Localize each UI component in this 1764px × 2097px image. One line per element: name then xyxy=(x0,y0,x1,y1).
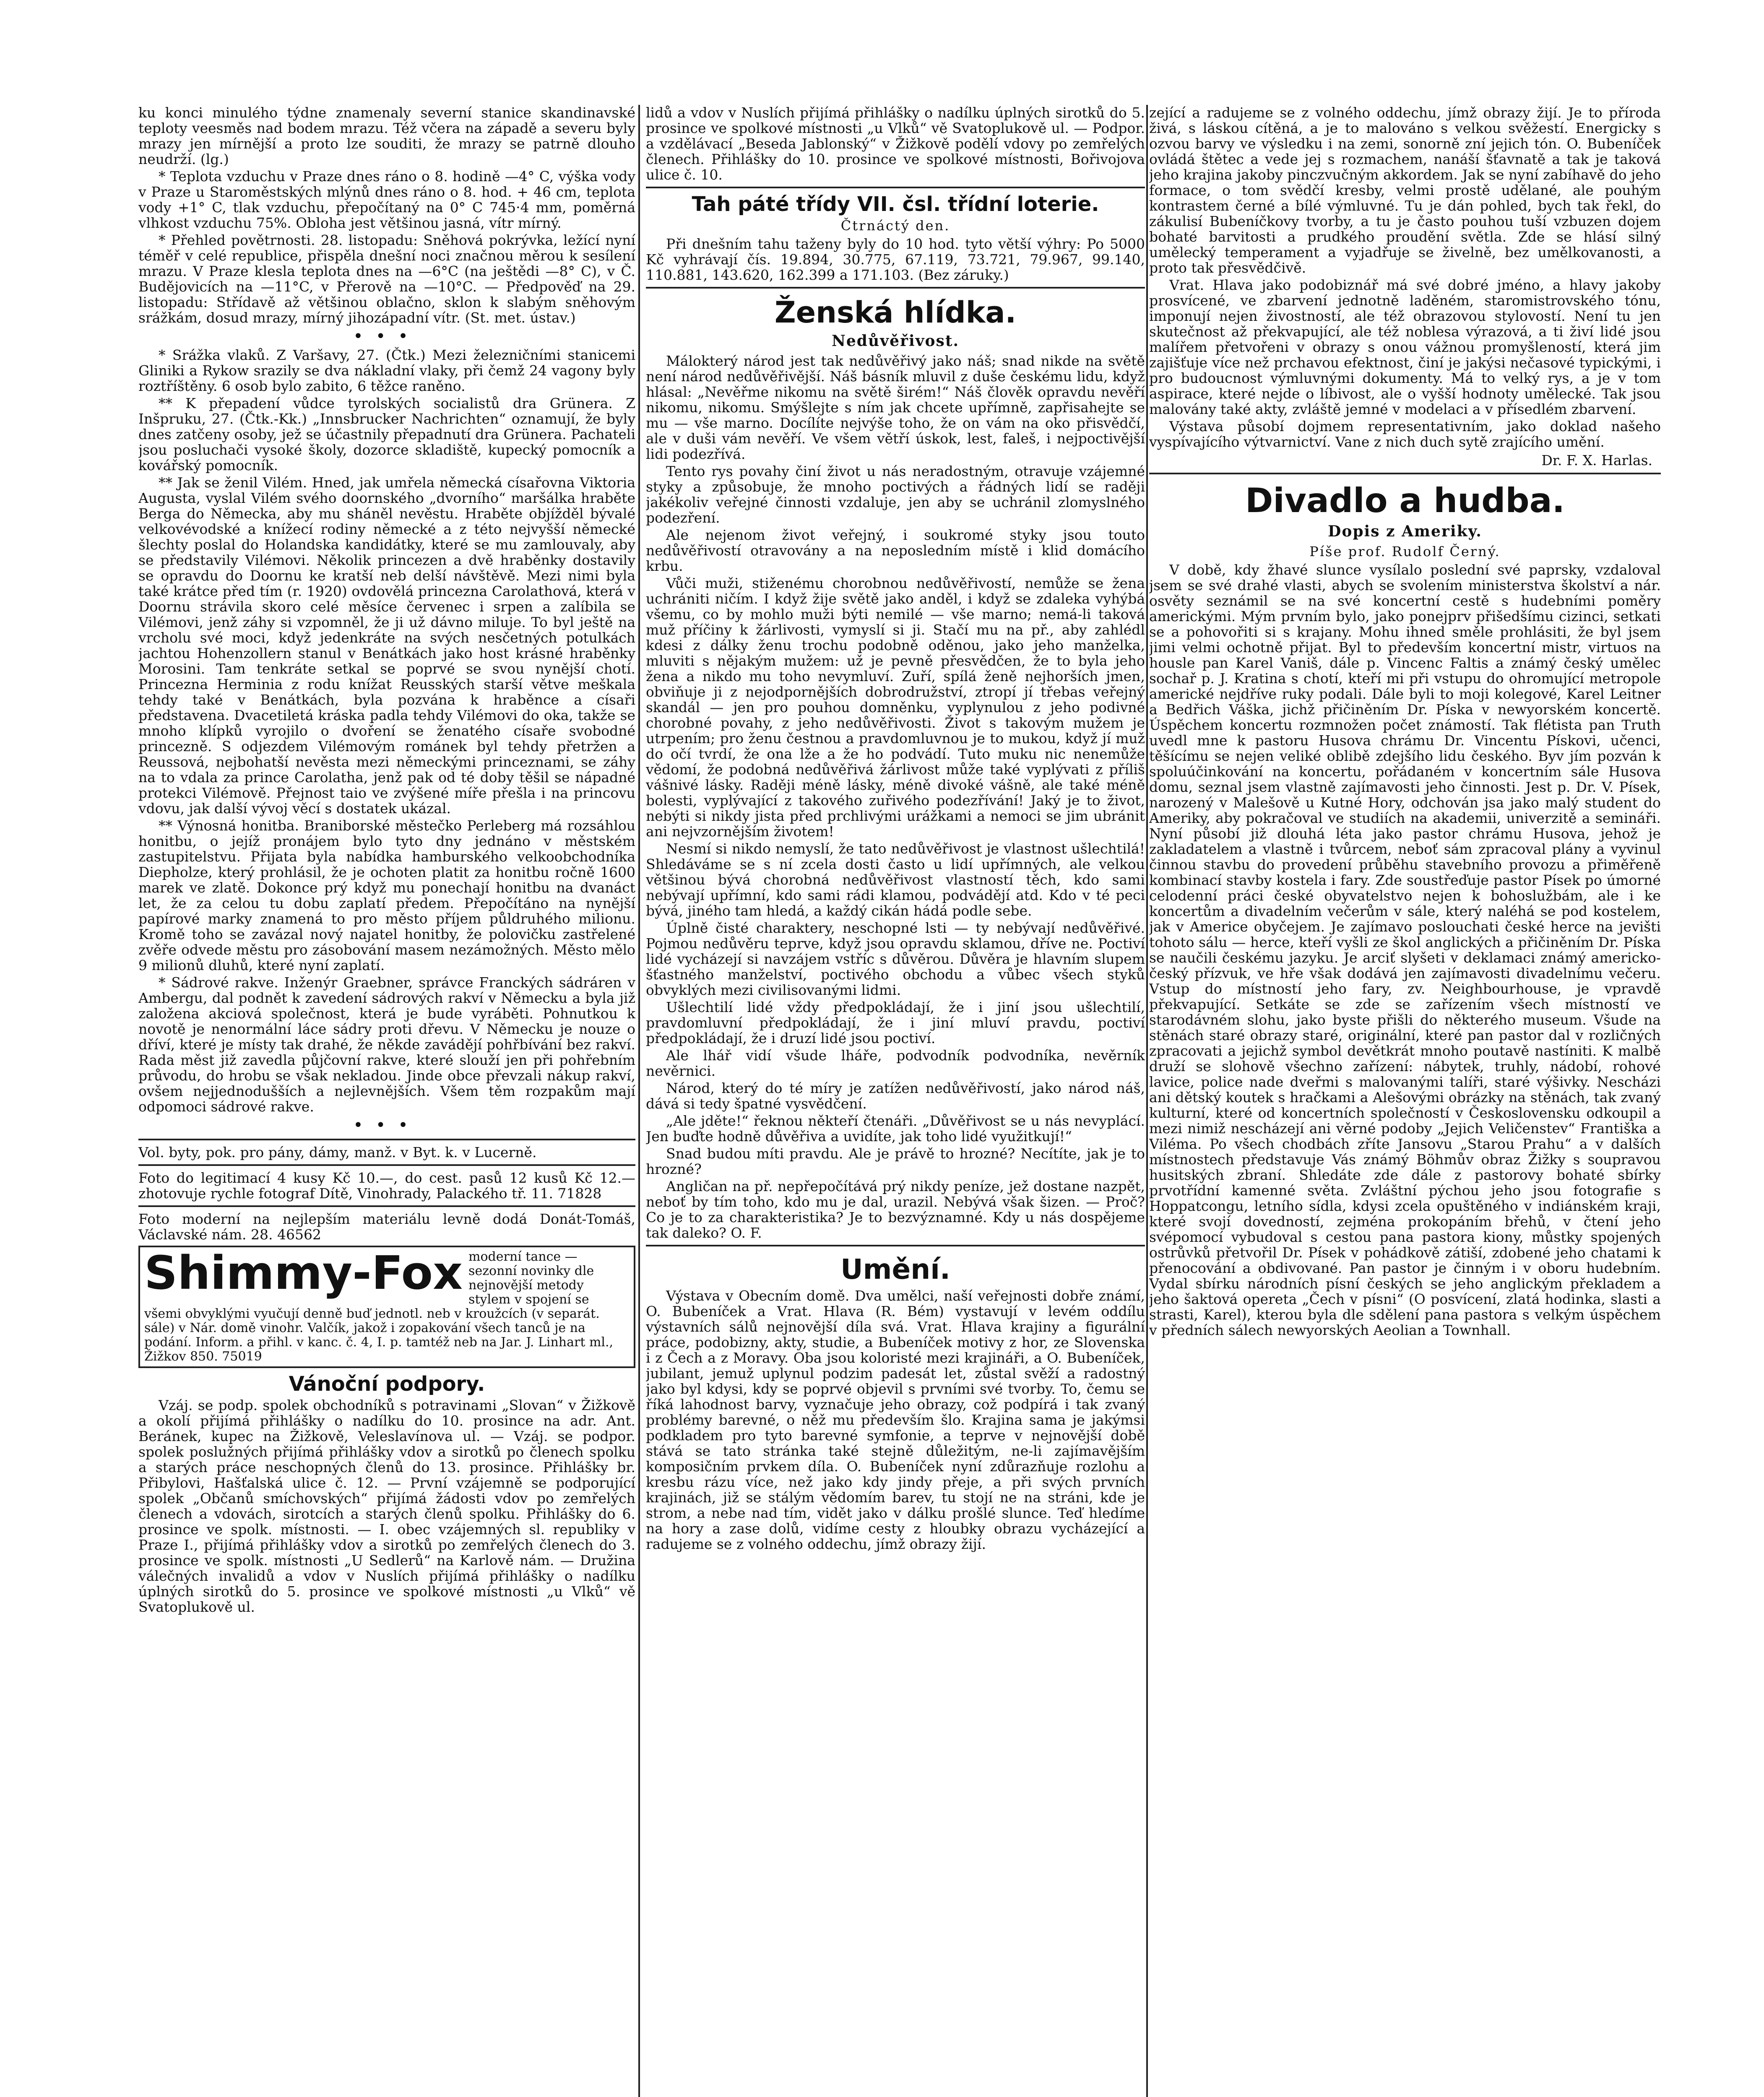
loterie-text: Při dnešním tahu taženy byly do 10 hod. tyto větší výhry: Po 5000 Kč vyhrávají čís. 19.894, 30.775, 67.119, 73.721, 79.967, 99.140, 110.881, 143.620, 162.399 a 171.103. (Bez záruky.) xyxy=(646,236,1145,283)
article-paragraph: Málokterý národ jest tak nedůvěřivý jako náš; snad nikde na světě není národ nedůvěřivější. Náš básník mluvil z duše českému lidu, když hlásal: „Nevěřme nikomu na světě širém!“ Náš člověk opravdu nevěří nikomu, nikomu. Smýšlejte s ním jak chcete upřímně, zapřisahejte se mu — vše marno. Docílíte nejvýše toho, že on vám na oko přisvědčí, ale v duši vám nevěří. Ve všem větří úskok, lest, faleš, i nejpoctivější lidi podezřívá. xyxy=(646,353,1145,462)
column-2 xyxy=(646,105,1145,2097)
article-paragraph: Tento rys povahy činí život u nás neradostným, otravuje vzájemné styky a způsobuje, že mnoho poctivých a řádných lidí se raději jakékoliv veřejné činnosti vzdaluje, jen aby se uchránil zlomyslného podezření. xyxy=(646,463,1145,526)
article-paragraph: Angličan na př. nepřepočítává prý nikdy peníze, jež dostane nazpět, neboť by tím toho, kdo mu je dal, urazil. Nebývá však šizen. — Proč? Co je to za charakteristika? Je to bezvýznamné. Kdy u nás dospějeme tak daleko? O. F. xyxy=(646,1178,1145,1241)
article-signature: Dr. F. X. Harlas. xyxy=(1541,452,1652,468)
news-paragraph: * Teplota vzduchu v Praze dnes ráno o 8. hodině —4° C, výška vody v Praze u Staroměstských mlýnů dnes ráno o 8. hod. + 46 cm, teplota vody +1° C, tlak vzduchu, přepočítaný na 0° C 745·4 mm, poměrná vlhkost vzduchu 75%. Obloha jest většinou jasná, vítr mírný. xyxy=(138,168,635,231)
zenska-hlidka-heading: Ženská hlídka. xyxy=(774,295,1017,330)
article-paragraph: Národ, který do té míry je zatížen nedůvěřivostí, jako národ náš, dává si tedy špatné vysvědčení. xyxy=(646,1080,1145,1112)
rule xyxy=(138,1164,635,1166)
loterie-heading: Tah páté třídy VII. čsl. třídní loterie. xyxy=(692,193,1099,216)
column-divider xyxy=(638,105,640,2097)
podpory-heading: Vánoční podpory. xyxy=(289,1372,485,1396)
article-paragraph: „Ale jděte!“ řeknou někteří čtenáři. „Důvěřivost se u nás nevyplácí. Jen buďte hodně důvěřiva a uvidíte, jak toho lidé využitkují!“ xyxy=(646,1113,1145,1145)
news-paragraph: lidů a vdov v Nuslích přijímá přihlášky o nadílku úplných sirotků do 5. prosince ve spolkové místnosti „u Vlků“ vě Svatoplukově ul. — Podpor. a vzdělávací „Beseda Jablonský“ v Žižkově podělí vdovy po zemřelých členech. Přihlášky do 10. prosince ve spolkové místnosti, Bořivojova ulice č. 10. xyxy=(646,105,1145,183)
loterie-subheading: Čtrnáctý den. xyxy=(840,218,950,234)
zenska-subheading: Nedůvěřivost. xyxy=(832,332,959,350)
news-paragraph: ** K přepadení vůdce tyrolských socialistů dra Grünera. Z Inšpruku, 27. (Čtk.-Kk.) „Innsbrucker Nachrichten“ oznamují, že byly dnes zatčeny osoby, jež se účastnily přepadnutí dra Grünera. Pachateli jsou posluchači vysoké školy, dozorce skladiště, kupecký pomocník a kovářský pomocník. xyxy=(138,395,635,474)
article-paragraph: Výstava působí dojmem representativním, jako doklad našeho vyspívajícího výtvarnictví. Vane z nich duch sytě zrajícího umění. xyxy=(1149,418,1661,450)
article-paragraph: zející a radujeme se z volného oddechu, jímž obrazy žijí. Je to příroda živá, s láskou cítěná, a je to malováno s velkou svěžestí. Energicky s ozvou barvy ve výsledku i na zemi, sonorně zní jejich tón. O. Bubeníček ovládá štětec a vede jej s rozmachem, nanáší šťavnatě a tak je taková jeho krajina jakoby pinczvučným akkordem. Jak se nyní zabíhavě do jeho formace, o tom svědčí kresby, velmi prostě udělané, ale pouhým kontrastem černé a bílé výmluvné. Tu je dán pohled, bych tak řekl, do zákulisí Bubeníčkovy tvorby, a tu je často pouhou tuší vzbuzen dojem bohaté barvitosti a prudkého proudění světla. Zde se hlásí silný umělecký temperament a vyjadřuje se živelně, bez umělkovanosti, a proto tak přesvědčivě. xyxy=(1149,105,1661,276)
divadlo-subheading: Dopis z Ameriky. xyxy=(1328,523,1482,540)
rule xyxy=(646,187,1145,188)
shimmy-fox-title: Shimmy-Fox xyxy=(144,1246,463,1300)
section-divider: ••• xyxy=(353,1116,421,1135)
news-paragraph: ** Jak se ženil Vilém. Hned, jak umřela německá císařovna Viktoria Augusta, vyslal Vilém svého doornského „dvorního“ maršálka hraběte Berga do Německa, aby mu sháněl nevěstu. Hraběte objížděl bývalé velkovévodské a knížecí rodiny německé a z této nejvyšší německé šlechty poslal do Holandska kandidátky, které se mu zamlouvaly, aby se představily Vilémovi. Několik princezen a dvě hraběnky dostavily se opravdu do Doornu ke kratší neb delší návštěvě. Mezi nimi byla také krátce před tím (r. 1920) ovdovělá princezna Carolathová, která v Doornu strávila skoro celé měsíce červenec i srpen a zalíbila se Vilémovi, jenž záhy si vzpomněl, že ji už dávno miluje. To byl ještě na vrcholu své moci, když jedenkráte na svých nesčetných potulkách jachtou Hohenzollern stanul v Benátkách jako host krásné hraběnky Morosini. Tam tenkráte setkal se poprvé se svou nynější chotí. Princezna Herminia z rodu knížat Reusských starší větve meškala tehdy také v Benátkách, byla pozvána k hraběnce a císaři představena. Dvacetiletá kráska padla tehdy Vilémovi do oka, takže se mnoho klípků vyrojilo o dvoření se ženatého císaře svobodné princezně. S odjezdem Vilémovým románek byl tehdy přetržen a Reussová, nejbohatší nevěsta mezi německými princeznami, se záhy na to vdala za prince Carolatha, jenž pak od té doby těšil se nápadné protekci Vilémově. Přejnost taio ve zvýšené míře přešla i na princovu vdovu, jak další vývoj věcí s dostatek ukázal. xyxy=(138,474,635,817)
shimmy-fox-text: moderní tance — sezonní novinky dle nejnovější metody stylem v spojení se všemi obvyklými vyučují denně buď jednotl. neb v kroužcích (v separát. sále) v Nár. domě vinohr. Valčík, jakož i zopakování všech tanců je na podání. Inform. a přihl. v kanc. č. 4, I. p. tamtéž neb na Jar. J. Linhart ml., Žižkov 850. 75019 xyxy=(144,1249,614,1364)
rule xyxy=(646,287,1145,289)
article-paragraph: Úplně čisté charaktery, neschopné lsti — ty nebývají nedůvěřivé. Pojmou nedůvěru teprve, když jsou opravdu sklamou, dříve ne. Poctiví lidé vycházejí si navzájem vstříc s důvěrou. Důvěra je hlavním slupem šťastného manželství, poctivého obchodu a vůbec všech styků obvyklých mezi civilisovanými lidmi. xyxy=(646,920,1145,998)
article-paragraph: Snad budou míti pravdu. Ale je právě to hrozné? Necítíte, jak je to hrozné? xyxy=(646,1145,1145,1177)
divadlo-author: Píše prof. Rudolf Černý. xyxy=(1309,544,1501,559)
article-paragraph: Ale lhář vidí všude lháře, podvodník podvodníka, nevěrník nevěrnici. xyxy=(646,1047,1145,1079)
article-paragraph: Vrat. Hlava jako podobiznář má své dobré jméno, a hlavy jakoby prosvícené, ve zbarvení jednotně laděném, staromistrovského tónu, imponují nejen živostností, ale též obrazovou stylovostí. Není tu jen skutečnost až překvapující, ale též noblesa výrazová, a ti živí lidé jsou malířem přetvořeni v obrazy s onou vážnou promyšleností, která jim zajišťuje více než prchavou efektnost, činí je jakýsi nečasové typickými, i pro budoucnost výmluvnými dokumenty. Má to velký rys, a je v tom aspirace, které nejde o líbivost, ale o vyšší hodnoty umělecké. Tak jsou malovány také akty, zvláště jemné v modelaci a v přísedlém zbarvení. xyxy=(1149,277,1661,417)
news-paragraph: ** Výnosná honitba. Braniborské městečko Perleberg má rozsáhlou honitbu, o jejíž pronájem bylo tyto dny jednáno v městském zastupitelstvu. Přijata byla nabídka hamburského velkoobchodníka Diepholze, který prohlásil, že je ochoten platit za honitbu ročně 1600 marek ve zlatě. Dokonce prý když mu ponechají honitbu na dvanáct let, že za celou tu dobu zaplatí předem. Přepočítáno na nynější papírové marky znamená to pro město příjem půldruhého milionu. Kromě toho se zavázal nový najatel honitby, že polovičku zastřelené zvěře odvede městu pro zásobování masem nezámožných. Město mělo 9 milionů dluhů, které nyní zaplatí. xyxy=(138,817,635,973)
classified-ad: Vol. byty, pok. pro pány, dámy, manž. v Byt. k. v Lucerně. xyxy=(138,1144,537,1160)
rule xyxy=(138,1205,635,1207)
column-3 xyxy=(1149,105,1661,2097)
article-paragraph: Nesmí si nikdo nemyslí, že tato nedůvěřivost je vlastnost ušlechtilá! Shledáváme se s ní zcela dosti často u lidí upřímných, ale velkou většinou bývá chorobná nedůvěřivost vlastností těch, kdo sami nebývají upřímní, kdo sami rádi klamou, podvádějí atd. Kdo v té peci bývá, jiného tam hledá, a každý cikán hádá podle sebe. xyxy=(646,840,1145,919)
article-paragraph: Vůči muži, stiženému chorobnou nedůvěřivostí, nemůže se žena uchrániti ničím. I když žije světě jako anděl, i když se zdaleka vyhýbá všemu, co by mohlo muži býti nemilé — vše marno; nemá-li taková muž příčiny k žárlivosti, vymyslí si ji. Stačí mu na př., aby zahlédl kdesi z dálky ženu trochu podobně oděnou, jako jeho manželka, mluviti s nějakým mužem: už je pevně přesvědčen, že to byla jeho žena a nikdo mu toho nevymluví. Zuří, spílá ženě nejhorších jmen, obviňuje ji z nejodpornějších dobrodružství, ztropí jí třebas veřejný skandál — jen pro pouhou domněnku, vyplynulou z jeho podivné chorobné povahy, z jeho nedůvěřivosti. Život s takovým mužem je utrpením; pro ženu čestnou a pravdomluvnou je to mukou, když jí muž do očí tvrdí, že ona lže a že ho podvádí. Tuto muku nic nenemůže vědomí, že podobná nedůvěřivá žárlivost může také vyplývati z příliš vášnivé lásky. Raději méně lásky, méně divoké vášně, ale také méně bolesti, vyplývající z takového zuřivého podezřívání! Jaký je to život, nebýti si nikdy jista před prchlivými urážkami a nemoci se jim ubránit ani nejvzornějším životem! xyxy=(646,575,1145,840)
divadlo-heading: Divadlo a hudba. xyxy=(1245,481,1565,520)
article-paragraph: Ušlechtilí lidé vždy předpokládají, že i jiní jsou ušlechtilí, pravdomluvní předpokládají, že i jiní mluví pravdu, poctiví předpokládají, že i druzí lidé jsou poctiví. xyxy=(646,999,1145,1046)
article-paragraph: Ale nejenom život veřejný, i soukromé styky jsou touto nedůvěřivostí otravovány a na neposledním místě i klid domácího krbu. xyxy=(646,527,1145,574)
section-divider: ••• xyxy=(353,327,421,346)
news-paragraph: * Sádrové rakve. Inženýr Graebner, správce Franckých sádráren v Ambergu, dal podnět k zavedení sádrových rakví v Německu a byla již založena akciová společnost, která je bude vyráběti. Pohnutkou k novotě je nenormální láce sádry proti dřevu. V Německu je nouze o dříví, které je místy tak drahé, že někde zavádějí pohřbívání bez rakví. Rada měst již zavedla půjčovní rakve, které slouží jen při pohřebním průvodu, do hrobu se však nekladou. Jinde obce převzali nákup rakví, ovšem nejjednodušších a nejlevnějších. Všem těm rozpakům mají odpomoci sádrové rakve. xyxy=(138,974,635,1115)
article-paragraph: V době, kdy žhavé slunce vysílalo poslední své paprsky, vzdaloval jsem se své drahé vlasti, abych se svolením ministerstva školství a nár. osvěty seznámil se na své koncertní cestě s hudebními poměry americkými. Mým prvním bylo, jako ponejprv přišedšímu cizinci, setkati se a pohovořiti si s krajany. Mohu ihned směle prohlásiti, že byl jsem jimi velmi ochotně přijat. Byl to především koncertní mistr, virtuos na housle pan Karel Vaniš, dále p. Vincenc Faltis a známý český umělec sochař p. J. Kratina s chotí, kteří mi při vstupu do ohromující metropole americké nejdříve ruky podali. Dále byli to moji kolegové, Karel Leitner a Bedřich Váška, jichž přičiněním Dr. Píska v newyorském koncertě. Úspěchem koncertu rozmnožen počet známostí. Tak flétista pan Truth uvedl mne k pastoru Husova chrámu Dr. Vincentu Pískovi, učenci, těšícímu se nejen veliké oblibě zdejšího lidu českého. Byv jím pozván k spoluúčinkování na koncertu, pořádaném v koncertním sále Husova domu, seznal jsem vlastně zajímavosti jeho činnosti. Jest p. Dr. V. Písek, narozený v Malešově u Kutné Hory, odchován jsa jako malý student do Ameriky, aby pokračoval ve studiích na akademii, univerzitě a semináři. Nyní působí již dlouhá léta jako pastor chrámu Husova, jehož je zakladatelem a vlastně i tvůrcem, neboť sám zpracoval plány a vyvinul činnou stavbu do provedení průběhu stavebního provozu a přiměřeně kombinací stavby kostela i fary. Zde soustřeďuje pastor Písek po úmorné celodenní práci české obyvatelstvo nejen k bohoslužbám, ale i ke koncertům a divadelním večerům v sále, který naléhá se pod kostelem, jak v Americe obyčejem. Je zajímavo poslouchati české herce na jevišti tohoto sálu — herce, kteří vyšli ze škol anglických a přičiněním Dr. Píska se naučili českému jazyku. Je arciť slyšeti v deklamaci známý americko-český přízvuk, ve hře však dodává jen zajímavosti divadelnímu večeru. Vstup do místností jeho fary, zv. Neighbourhouse, je vpravdě překvapující. Setkáte se zde se zařízením všech místností ve starodávném slohu, jako byste přišli do některého museum. Všude na stěnách staré obrazy staré, originální, které pan pastor dal v rozličných zpracovati a jejichž symbol devětkrát mnoho poutavě nastíniti. K malbě druží se slohově všechno zařízení: nábytek, truhly, nádobí, rohové lavice, police nade dveřmi s malovanými talíři, staré výšivky. Nescházi ani dětský koutek s hračkami a Alešovými obrázky na stěnách, tak zvaný kulturní, které od koncertních společností v Československu odkoupil a mezi nimiž nescházejí ani věrné podoby „Jejich Veličenstev“ Františka a Viléma. Po všech chodbách zříte Jansovu „Starou Prahu“ a v dalších místnostech představuje Vás známý Böhmův obraz Žižky s soupravou husitských zbraní. Shledáte zde dále z pastorovy bohaté sbírky prvotřídní kamenné světa. Zvláštní pýchou jeho jsou fotografie s Hoppatcongu, letního sídla, kdysi zcela opuštěného v indiánském kraji, které svojí dovedností, zejména prokopáním břehů, v čtení jeho svépomocí vybudoval s cestou pana pastora kiony, můstky spojených ostrůvků přetvořil Dr. Písek v pohádkově zátiší, zdobené jeho chatami k přenocování a obdivované. Pan pastor je činným i v oboru hudebním. Vydal sbírku národních písní českých se jeho anglickým překladem a jeho šaktová opereta „Čech v písni“ (O posvícení, zlatá hodinka, slasti a strasti, Karel), kterou byla dle sdělení pana pastora s velkým úspěchem v předních sálech newyorských Aeolian a Townhall. xyxy=(1149,562,1661,1338)
classified-ad: Foto do legitimací 4 kusy Kč 10.—, do cest. pasů 12 kusů Kč 12.— zhotovuje rychle fotograf Dítě, Vinohrady, Palackého tř. 11. 71828 xyxy=(138,1170,635,1202)
news-paragraph: ku konci minulého týdne znamenaly severní stanice skandinavské teploty veesměs nad bodem mrazu. Též včera na západě a severu byly mrazy jen mírnější a proto lze souditi, že mrazy se patrně dlouho neudrží. (lg.) xyxy=(138,105,635,167)
article-paragraph: Výstava v Obecním domě. Dva umělci, naší veřejnosti dobře známí, O. Bubeníček a Vrat. Hlava (R. Bém) vystavují v levém oddílu výstavních sálů nejnovější díla svá. Vrat. Hlava krajiny a figurální práce, podobizny, akty, studie, a Bubeníček motivy z hor, ze Slovenska i z Čech a z Moravy. Oba jsou koloristé mezi krajináři, a O. Bubeníček, jubilant, jemuž uplynul podzim padesát let, zůstal svěží a radostný jako byl kdysi, kdy se poprvé objevil s prvními své tvorby. To, čemu se říká lahodnost barvy, vyznačuje jeho obrazy, což podpírá i tak zvaný problémy barevné, o něž mu především šlo. Krajina sama je jakýmsi podkladem pro tyto barevné symfonie, a teprve v nejnovější době stává se tato stránka také stejně důležitým, ne-li zajímavějším komposičním prvkem díla. O. Bubeníček nyní zdůrazňuje rozlohu a kresbu rázu více, než jako kdy jindy přeje, a při svých prvních krajinách, již se stálým vědomím barev, tu stojí ne na stráni, kde je strom, a nebe nad tím, vidět jako v dálku prošlé slunce. Teď hledíme na hory a zase dolů, vidíme cesty z hloubky obrazu vycházející a radujeme se z volného oddechu, jímž obrazy žijí. xyxy=(646,1288,1145,1552)
rule xyxy=(646,1245,1145,1246)
classified-ad: Foto moderní na nejlepším materiálu levně dodá Donát-Tomáš, Václavské nám. 28. 46562 xyxy=(138,1211,635,1243)
rule xyxy=(1149,473,1661,474)
shimmy-fox-ad xyxy=(138,1246,635,1368)
column-divider xyxy=(1146,105,1148,2097)
podpory-paragraph: Vzáj. se podp. spolek obchodníků s potravinami „Slovan“ v Žižkově a okolí přijímá přihlášky o nadílku do 10. prosince na adr. Ant. Beránek, kupec na Žižkově, Veleslavínova ul. — Vzáj. se podpor. spolek poslužných přijímá přihlášky vdov a sirotků po členech spolku a starých práce neschopných členů do 13. prosince. Přihlášky br. Přibylovi, Hašťalská ulice č. 12. — První vzájemně se podporující spolek „Občanů smíchovských“ přijímá žádosti vdov po zemřelých členech a vdovách, sirotcích a starých členů spolku. Přihlášky do 6. prosince ve spolk. místnosti. — I. obec vzájemných sl. republiky v Praze I., přijímá přihlášky vdov a sirotků po zemřelých členech do 3. prosince ve spolk. místnosti „U Sedlerů“ na Karlově nám. — Družina válečných invalidů a vdov v Nuslích přijímá přihlášky o nadílku úplných sirotků do 5. prosince ve spolkové místnosti „u Vlků“ vě Svatoplukově ul. xyxy=(138,1397,635,1615)
news-paragraph: * Přehled povětrnosti. 28. listopadu: Sněhová pokrývka, ležící nyní téměř v celé republice, přispěla dnešní noci značnou měrou k sesílení mrazu. V Praze klesla teplota dnes na —6°C (na ještědi —8° C), v Č. Budějovicích na —11°C, v Přerově na —10°C. — Předpověď na 29. listopadu: Střídavě až většinou oblačno, sklon k slabým sněhovým srážkám, dosud mrazy, mírný jihozápadní vítr. (St. met. ústav.) xyxy=(138,232,635,326)
column-1 xyxy=(138,105,635,2097)
rule xyxy=(138,1139,635,1140)
umeni-heading: Umění. xyxy=(840,1253,950,1285)
news-paragraph: * Srážka vlaků. Z Varšavy, 27. (Čtk.) Mezi železničními stanicemi Gliniki a Rykow srazily se dva nákladní vlaky, při čemž 24 vagony byly roztříštěny. 6 osob bylo zabito, 6 těžce raněno. xyxy=(138,347,635,394)
